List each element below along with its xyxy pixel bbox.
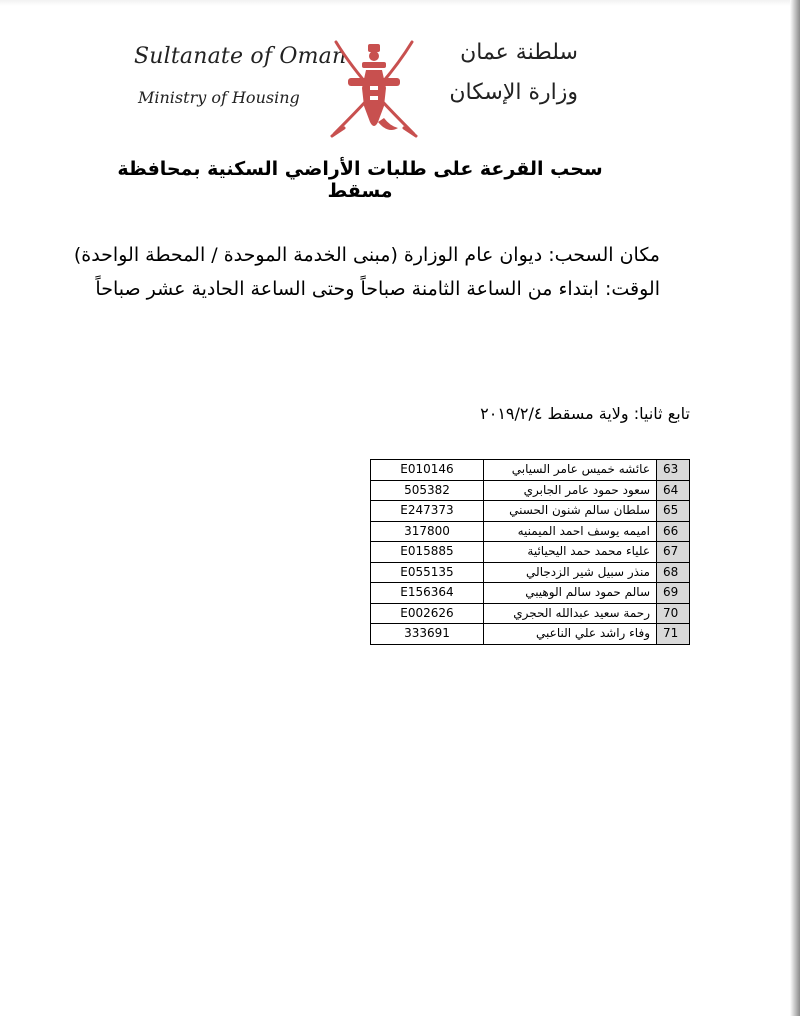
row-number: 66	[657, 521, 690, 542]
table-row	[371, 562, 690, 583]
applicant-name: علياء محمد حمد اليحيائية	[484, 542, 657, 563]
row-number: 64	[657, 480, 690, 501]
table-row	[371, 480, 690, 501]
applicant-id: E015885	[371, 542, 484, 563]
applicant-name: عائشه خميس عامر السيابي	[484, 460, 657, 481]
applicant-name: منذر سبيل شير الزدجالي	[484, 562, 657, 583]
applicant-id: E010146	[371, 460, 484, 481]
applicant-name: سلطان سالم شنون الحسني	[484, 501, 657, 522]
applicant-id: E055135	[371, 562, 484, 583]
applicant-name: رحمة سعيد عبدالله الحجري	[484, 603, 657, 624]
arabic-subtitle: وزارة الإسكان	[449, 80, 578, 105]
table-row	[371, 501, 690, 522]
table-row	[371, 603, 690, 624]
draw-place: مكان السحب: ديوان عام الوزارة (مبنى الخدمة الموحدة / المحطة الواحدة)	[73, 244, 660, 266]
table-row	[371, 542, 690, 563]
row-number: 67	[657, 542, 690, 563]
row-number: 70	[657, 603, 690, 624]
page-edge-shadow	[790, 0, 800, 1016]
applicant-id: 317800	[371, 521, 484, 542]
row-number: 63	[657, 460, 690, 481]
applicant-name: سعود حمود عامر الجابري	[484, 480, 657, 501]
document-title: سحب القرعة على طلبات الأراضي السكنية بمحافظة مسقط	[117, 158, 603, 202]
row-number: 68	[657, 562, 690, 583]
applicant-id: 505382	[371, 480, 484, 501]
applicant-id: E156364	[371, 583, 484, 604]
applicant-id: 333691	[371, 624, 484, 645]
row-number: 69	[657, 583, 690, 604]
applicant-id: E247373	[371, 501, 484, 522]
section-sub-heading: تابع ثانيا: ولاية مسقط ٢٠١٩/٢/٤	[480, 404, 690, 423]
applicant-name: سالم حمود سالم الوهيبي	[484, 583, 657, 604]
table-row	[371, 521, 690, 542]
table-row	[371, 624, 690, 645]
applicant-id: E002626	[371, 603, 484, 624]
english-subtitle: Ministry of Housing	[138, 88, 300, 107]
arabic-title: سلطنة عمان	[460, 40, 578, 65]
draw-time: الوقت: ابتداء من الساعة الثامنة صباحاً وحتى الساعة الحادية عشر صباحاً	[95, 278, 660, 300]
page-top-shade	[0, 0, 800, 6]
table-row	[371, 583, 690, 604]
applicants-table	[370, 459, 690, 645]
row-number: 65	[657, 501, 690, 522]
table-row	[371, 460, 690, 481]
english-title: Sultanate of Oman	[134, 44, 347, 69]
applicant-name: وفاء راشد علي الناعبي	[484, 624, 657, 645]
oman-emblem-icon	[328, 38, 420, 148]
applicant-name: اميمه يوسف احمد الميمنيه	[484, 521, 657, 542]
row-number: 71	[657, 624, 690, 645]
